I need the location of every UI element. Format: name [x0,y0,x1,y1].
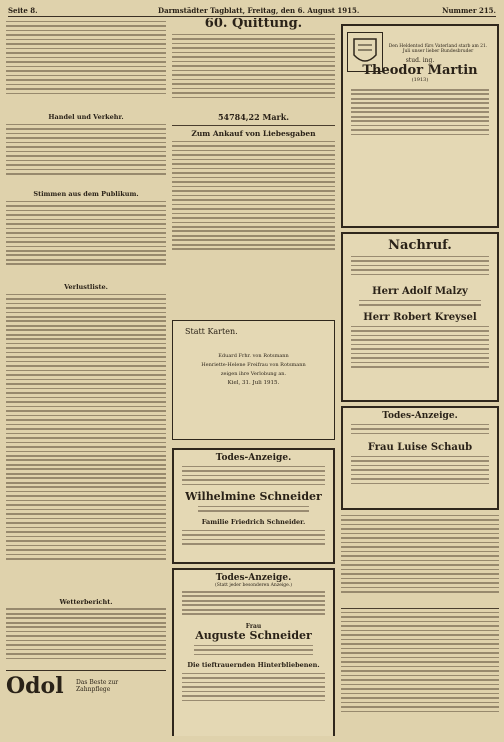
text-block [341,515,499,605]
notice-heading: Statt Karten. [185,327,238,336]
deceased-name: Frau Luise Schaub [367,441,473,453]
text-block [194,645,313,659]
section-heading: Wetterbericht. [59,597,113,606]
notice-line: Henriette-Helene Freifrau von Rotsmann [201,362,306,368]
page-number: Seite 8. [8,6,38,15]
family-name: Die tieftrauernden Hinterbliebenen. [187,660,320,669]
deceased-name: Auguste Schneider [195,629,312,642]
column-left [6,18,166,736]
text-block [351,89,489,149]
deceased-name: Herr Adolf Malzy [372,285,468,297]
notice-heading: Todes-Anzeige. [215,573,292,583]
text-block [359,300,481,310]
text-block [351,256,489,284]
notice-line: Den Heldentod fürs Vaterland starb am 21. Juli unser lieber Bundesbruder [388,44,488,54]
quittung-sum: 54784,22 Mark. [217,111,290,122]
notice-heading: Todes-Anzeige. [382,411,458,421]
text-block [172,34,335,112]
text-block [351,424,489,440]
engagement-notice [172,320,335,440]
text-block [182,673,325,713]
section-heading: Handel und Verkehr. [48,112,124,121]
classified-ads [341,512,499,732]
text-block [6,608,166,670]
column-middle [172,18,335,736]
page-header [8,4,496,17]
notice-subheading: (Statt jeder besonderen Anzeige.) [214,583,293,588]
death-notice-2 [172,568,335,736]
column-right [341,18,499,736]
memorial-notice [341,24,499,228]
text-block [6,21,166,109]
text-block [351,456,489,496]
text-block [341,612,499,732]
notice-line: Eduard Frhr. von Rotsmann [218,353,289,359]
deceased-name: Herr Robert Kreysel [363,311,477,323]
deceased-name: Theodor Martin [362,63,478,78]
issue-number: Nummer 215. [442,6,496,15]
masthead-date: Darmstädter Tagblatt, Freitag, den 6. August 1915. [158,6,360,15]
ad-brand: Odol [6,673,64,700]
notice-line: zeigen ihre Verlobung an. [220,371,287,377]
notice-line: (1913) [411,77,429,83]
notice-heading: Todes-Anzeige. [215,453,292,463]
text-block [198,506,309,516]
obituary-notice [341,232,499,402]
text-block [172,141,335,271]
death-notice-3 [341,406,499,510]
death-notice-1 [172,448,335,564]
crest-icon [347,32,383,72]
section-heading: Stimmen aus dem Publikum. [33,189,139,198]
text-block [6,201,166,279]
notice-line: Kiel, 31. Juli 1915. [227,380,280,386]
text-block [182,530,325,552]
text-block [351,326,489,380]
family-name: Familie Friedrich Schneider. [201,517,306,526]
text-block [6,124,166,186]
section-heading: Verlustliste. [64,282,108,291]
notice-line: Frau [245,623,262,630]
section-heading: Zum Ankauf von Liebesgaben [191,128,316,138]
odol-advert [6,670,166,703]
text-block [6,294,166,594]
quittung-title: 60. Quittung. [204,18,303,31]
ad-tagline: Das Beste zur Zahnpflege [76,679,119,694]
text-block [182,591,325,621]
text-block [182,466,325,488]
deceased-name: Wilhelmine Schneider [185,489,322,503]
notice-line: stud. ing. [405,57,435,64]
notice-heading: Nachruf. [388,238,452,253]
